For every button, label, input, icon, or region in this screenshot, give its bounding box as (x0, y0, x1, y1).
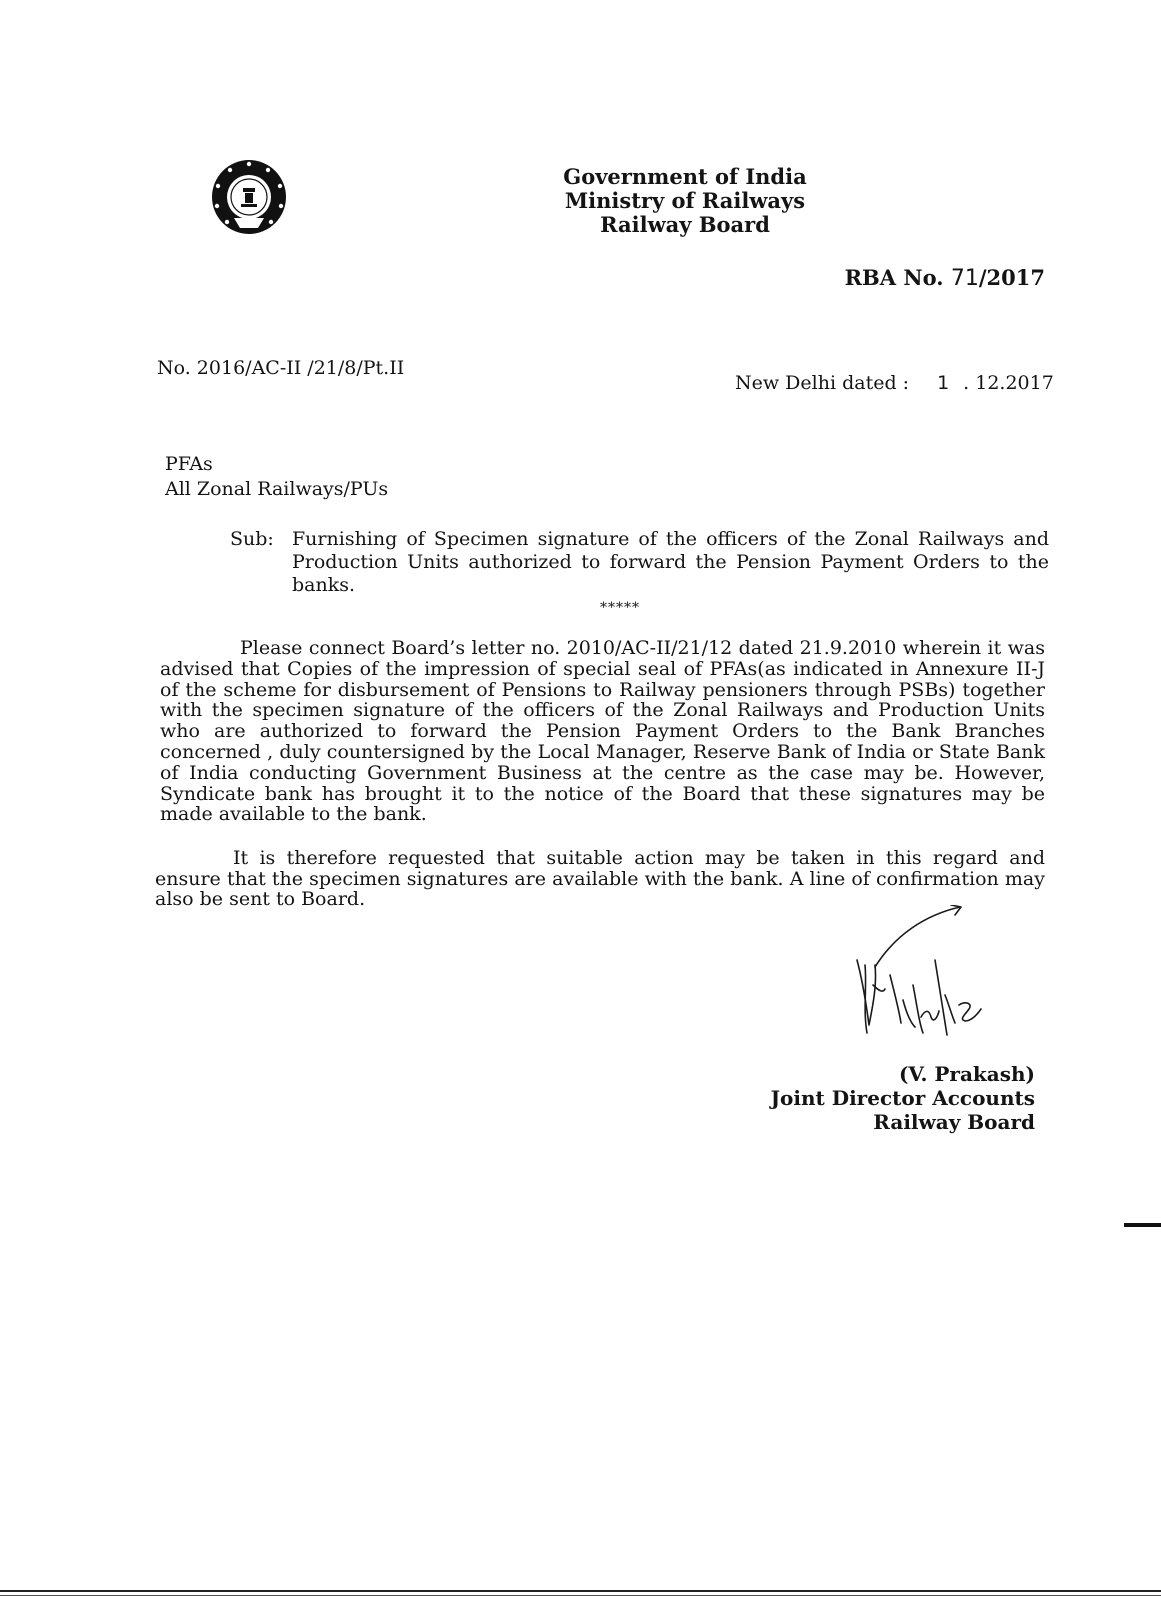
subject-text: Furnishing of Specimen signature of the officers of the Zonal Railways and Production Units authorized to forward the Pension Payment Orders to the banks. (292, 528, 1049, 596)
addressee-line-1: PFAs (165, 453, 213, 475)
signatory-designation: Joint Director Accounts (770, 1086, 1035, 1110)
file-reference-number: No. 2016/AC-II /21/8/Pt.II (157, 357, 405, 379)
date-month-year: . 12.2017 (963, 372, 1054, 394)
scan-edge-mark (1124, 1223, 1161, 1227)
body-paragraph-1: Please connect Board’s letter no. 2010/AC-II/21/12 dated 21.9.2010 wherein it was advised that Copies of the impression of special seal of PFAs(as indicated in Annexure II-J of the scheme for disbursement of Pensions to Railway pensioners through PSBs) together with the specimen signature of the officers of the Zonal Railways and Production Units who are authorized to forward the Pension Payment Orders to the Bank Branches concerned , duly countersigned by the Local Manager, Reserve Bank of India or State Bank of India conducting Government Business at the centre as the case may be. However, Syndicate bank has brought it to the notice of the Board that these signatures may be made available to the bank. (160, 637, 1045, 826)
indian-railways-emblem-icon (210, 158, 288, 236)
body-paragraph-2: It is therefore requested that suitable action may be taken in this regard and ensure that the specimen signatures are available with the bank. A line of confirmation may also be sent to Board. (155, 847, 1045, 910)
rba-handwritten-number: 71 (950, 266, 979, 291)
signatory-office: Railway Board (873, 1110, 1035, 1134)
subject-label: Sub: (230, 528, 274, 550)
rba-prefix: RBA No. (844, 265, 944, 290)
addressee (165, 452, 388, 502)
handwritten-signature (855, 905, 1005, 1065)
scan-bottom-border-inner (0, 1595, 1161, 1596)
addressee-line-2: All Zonal Railways/PUs (165, 478, 389, 500)
rba-number (800, 265, 1045, 291)
date-day-handwritten: 1 (937, 372, 950, 394)
date-line (735, 372, 1054, 394)
rba-year: /2017 (978, 265, 1045, 290)
scan-bottom-border (0, 1590, 1161, 1592)
letterhead-government: Government of India (563, 164, 807, 189)
signatory-name: (V. Prakash) (898, 1062, 1035, 1086)
separator-stars: ***** (600, 600, 640, 616)
letterhead (545, 165, 825, 237)
letterhead-ministry: Ministry of Railways (564, 188, 806, 213)
letterhead-board: Railway Board (600, 212, 770, 237)
date-label: New Delhi dated : (735, 372, 910, 394)
signatory-block (740, 1062, 1035, 1134)
